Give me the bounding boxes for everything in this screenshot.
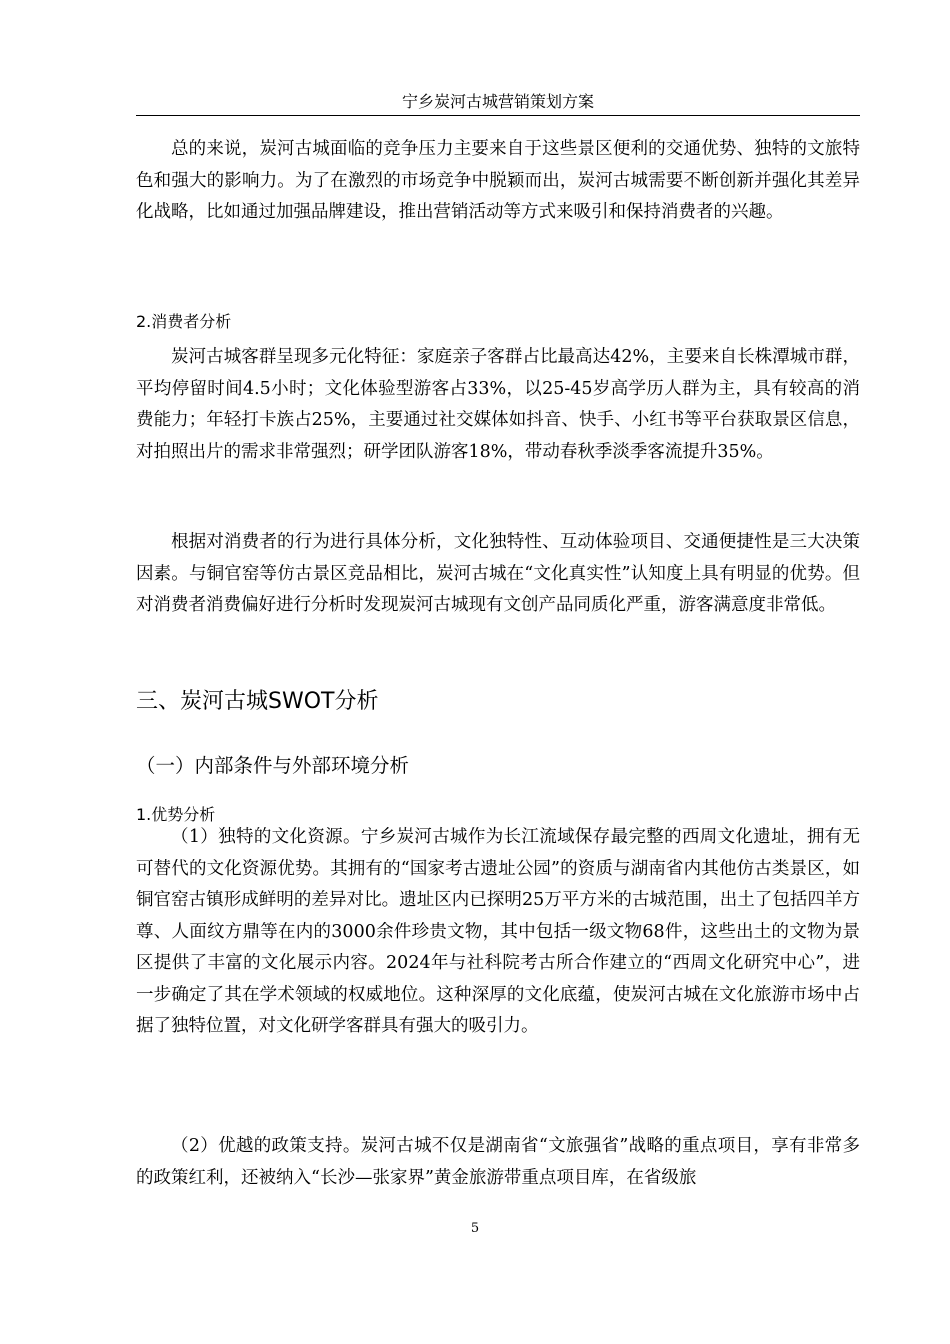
section-heading-swot: 三、炭河古城SWOT分析 <box>136 689 379 714</box>
subheading-consumer-analysis: 2.消费者分析 <box>136 312 232 331</box>
running-header-title: 宁乡炭河古城营销策划方案 <box>401 92 594 111</box>
section-heading-internal-external: （一）内部条件与外部环境分析 <box>136 754 410 777</box>
subheading-strengths: 1.优势分析 <box>136 805 216 824</box>
paragraph-competition-summary: 总的来说，炭河古城面临的竞争压力主要来自于这些景区便利的交通优势、独特的文旅特色和强大的影响力。为了在激烈的市场竞争中脱颖而出，炭河古城需要不断创新并强化其差异化战略，比如通过加强品牌建设，推出营销活动等方式来吸引和保持消费者的兴趣。 <box>136 139 860 222</box>
paragraph-consumer-groups: 炭河古城客群呈现多元化特征：家庭亲子客群占比最高达42%，主要来自长株潭城市群，平均停留时间4.5小时；文化体验型游客占33%，以25-45岁高学历人群为主，具有较高的消费能力；年轻打卡族占25%，主要通过社交媒体如抖音、快手、小红书等平台获取景区信息，对拍照出片的需求非常强烈；研学团队游客18%，带动春秋季淡季客流提升35%。 <box>136 347 860 462</box>
page-number: 5 <box>470 1221 480 1236</box>
header-divider <box>136 115 860 116</box>
paragraph-consumer-behavior: 根据对消费者的行为进行具体分析，文化独特性、互动体验项目、交通便捷性是三大决策因素。与铜官窑等仿古景区竞品相比，炭河古城在“文化真实性”认知度上具有明显的优势。但对消费者消费偏好进行分析时发现炭河古城现有文创产品同质化严重，游客满意度非常低。 <box>136 532 860 615</box>
paragraph-strength-culture: （1）独特的文化资源。宁乡炭河古城作为长江流域保存最完整的西周文化遗址，拥有无可替代的文化资源优势。其拥有的“国家考古遗址公园”的资质与湖南省内其他仿古类景区，如铜官窑古镇形成鲜明的差异对比。遗址区内已探明25万平方米的古城范围，出土了包括四羊方尊、人面纹方鼎等在内的3000余件珍贵文物，其中包括一级文物68件，这些出土的文物为景区提供了丰富的文化展示内容。2024年与社科院考古所合作建立的“西周文化研究中心”，进一步确定了其在学术领域的权威地位。这种深厚的文化底蕴，使炭河古城在文化旅游市场中占据了独特位置，对文化研学客群具有强大的吸引力。 <box>136 827 860 1036</box>
paragraph-strength-policy: （2）优越的政策支持。炭河古城不仅是湖南省“文旅强省”战略的重点项目，享有非常多的政策红利，还被纳入“长沙—张家界”黄金旅游带重点项目库，在省级旅 <box>136 1136 860 1188</box>
